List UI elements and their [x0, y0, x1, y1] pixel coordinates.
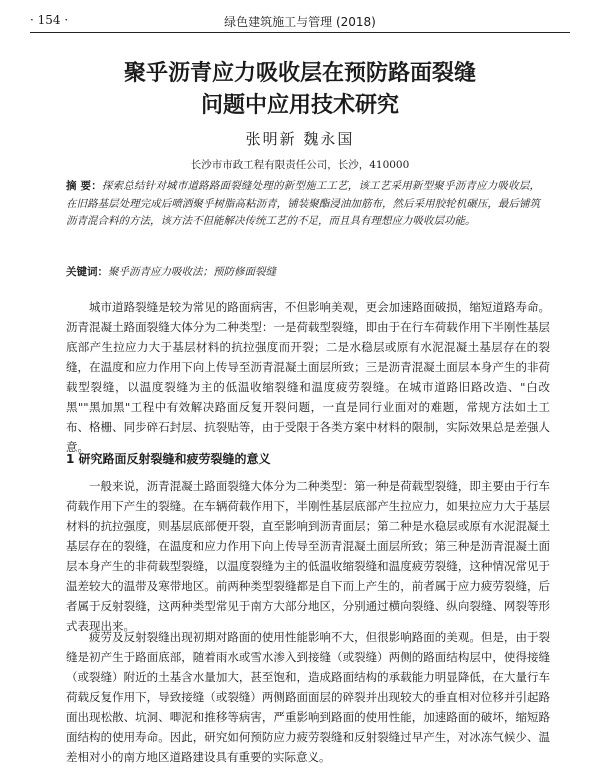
keywords-text: 聚乎沥青应力吸收法；预防修面裂缝 — [108, 266, 276, 278]
title-line-2: 问题中应用技术研究 — [200, 93, 399, 118]
keywords — [66, 264, 540, 281]
journal-name: 绿色建筑施工与管理 (2018) — [224, 15, 376, 29]
article-title — [60, 58, 540, 122]
abstract — [66, 178, 540, 231]
section-heading-1: 1 研究路面反射裂缝和疲劳裂缝的意义 — [66, 452, 271, 466]
authors: 张明新 魏永国 — [245, 130, 355, 148]
affiliation: 长沙市市政工程有限责任公司，长沙，410000 — [190, 159, 410, 171]
body-paragraph-2: 一般来说，沥青混凝土路面裂缝大体分为二种类型：第一种是荷载型裂缝，即主要由于行车荷载作用下产生的裂缝。在车辆荷载作用下，半刚性基层底部产生拉应力，如果拉应力大于基层材料的抗拉强度，则基层底部便开裂，直至影响到沥青面层；第二种是水稳层或原有水泥混凝土基层存在的裂缝，在温度和应力作用下向上传导至沥青混凝土面层所致；第三种是沥青混凝土面层本身产生的非荷载型裂缝，以温度裂缝为主的低温收缩裂缝和温度疲劳裂缝，这种情况常见于温差较大的温带及寒带地区。前两种类型裂缝都是自下而上产生的，前者属于应力疲劳裂缝，后者属于反射裂缝，这两种类型常见于南方大部分地区，分别通过横向裂缝、纵向裂缝、网裂等形式表现出来。 — [66, 479, 550, 633]
running-header — [30, 10, 570, 33]
abstract-text: 探索总结针对城市道路路面裂缝处理的新型施工工艺，该工艺采用新型聚乎沥青应力吸收层，在旧路基层处理完成后喷洒聚乎树脂高粘沥青，铺装聚酯浸油加筋布，然后采用胶轮机碾压，最后铺筑沥青混合料的方法，该方法不但能解决传统工艺的不足，而且具有理想应力吸收层功能。 — [66, 180, 541, 227]
body-paragraph-3: 疲劳及反射裂缝出现初期对路面的使用性能影响不大，但很影响路面的美观。但是，由于裂缝是初产生于路面底部，随着雨水或雪水渗入到接缝（或裂缝）两侧的路面结构层中，使得接缝（或裂缝）附近的土基含水量加大，甚至饱和，造成路面结构的承载能力明显降低，在大量行车荷载反复作用下，导致接缝（或裂缝）两侧路面面层的碎裂并出现较大的垂直相对位移并引起路面出现松散、坑洞、唧泥和推移等病害，严重影响到路面的使用性能，加速路面的破坏，缩短路面结构的使用寿命。因此，研究如何预防应力疲劳裂缝和反射裂缝过早产生，对冰冻气候少、温差相对小的南方地区道路建设具有重要的实际意义。 — [66, 630, 550, 764]
keywords-label: 关键词： — [66, 266, 108, 278]
body-paragraph-1: 城市道路裂缝是较为常见的路面病害，不但影响美观，更会加速路面破损，缩短道路寿命。沥青混凝土路面裂缝大体分为二种类型：一是荷载型裂缝，即由于在行车荷载作用下半刚性基层底部产生拉应力大于基层材料的抗拉强度而开裂；二是水稳层或原有水泥混凝土基层存在的裂缝，在温度和应力作用下向上传导至沥青混凝土面层所致；三是沥青混凝土面层本身产生的非荷载型裂缝，以温度裂缝为主的低温收缩裂缝和温度疲劳裂缝。在城市道路旧路改造、"白改黑""黑加黑"工程中有效解决路面反复开裂问题，一直是同行业面对的难题，常规方法如土工布、格栅、同步碎石封层、抗裂贴等，由于受限于各类方案中材料的限制，实际效果总是差强人意。 — [66, 300, 550, 454]
abstract-label: 摘 要： — [66, 180, 102, 192]
title-line-1: 聚乎沥青应力吸收层在预防路面裂缝 — [123, 61, 476, 86]
page-number: · 154 · — [30, 13, 69, 27]
